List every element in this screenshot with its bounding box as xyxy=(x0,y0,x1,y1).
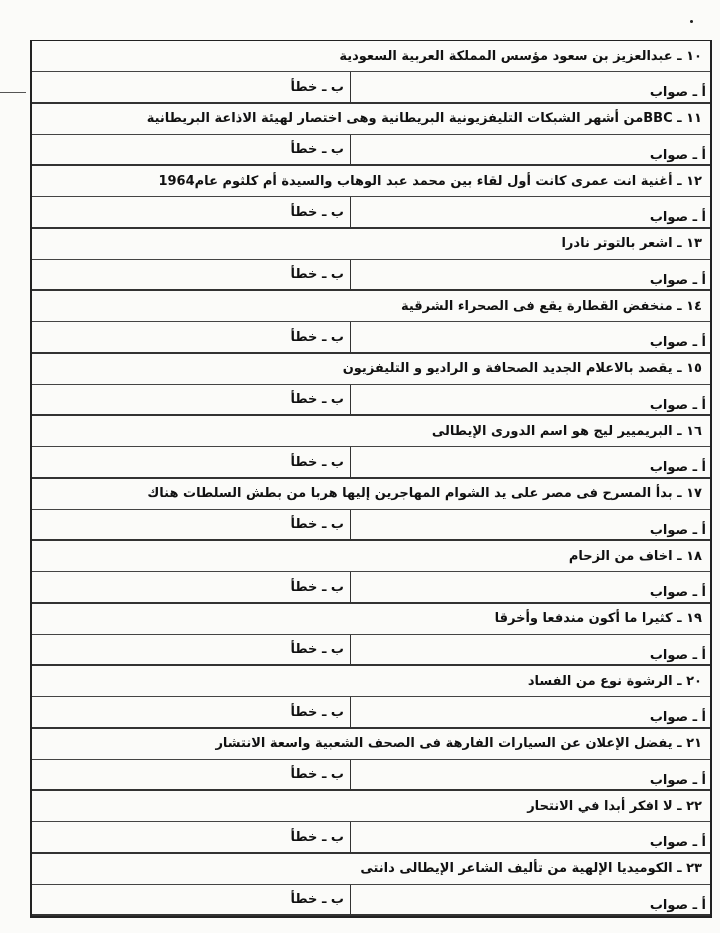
question-block xyxy=(32,104,710,167)
option-false[interactable] xyxy=(32,385,350,415)
question-block xyxy=(32,291,710,354)
answer-row xyxy=(32,635,710,665)
option-true-label: أ ـ صواب xyxy=(649,897,706,913)
question-block xyxy=(32,229,710,292)
option-false[interactable] xyxy=(32,322,350,352)
option-false-label: ب ـ خطأ xyxy=(290,579,344,595)
option-true-label: أ ـ صواب xyxy=(649,772,706,788)
option-false[interactable] xyxy=(32,260,350,290)
option-false[interactable] xyxy=(32,135,350,165)
answer-row xyxy=(32,385,710,415)
answer-row xyxy=(32,822,710,852)
question-block xyxy=(32,541,710,604)
option-true[interactable] xyxy=(350,572,710,602)
option-false-label: ب ـ خطأ xyxy=(290,454,344,470)
option-true[interactable] xyxy=(350,322,710,352)
question-text: ١٨ ـ اخاف من الزحام xyxy=(32,541,710,572)
option-true-label: أ ـ صواب xyxy=(649,460,706,475)
option-true[interactable] xyxy=(350,822,710,852)
question-text: ١٣ ـ اشعر بالتوتر نادرا xyxy=(32,229,710,260)
option-true[interactable] xyxy=(350,885,710,915)
option-true-label: أ ـ صواب xyxy=(649,147,706,163)
option-false-label: ب ـ خطأ xyxy=(290,392,344,407)
answer-row xyxy=(32,885,710,915)
answer-row xyxy=(32,697,710,727)
option-false[interactable] xyxy=(32,572,350,602)
option-true[interactable] xyxy=(350,197,710,227)
option-false[interactable] xyxy=(32,510,350,540)
answer-row xyxy=(32,72,710,102)
option-false[interactable] xyxy=(32,72,350,102)
option-true-label: أ ـ صواب xyxy=(649,272,706,288)
option-true[interactable] xyxy=(350,697,710,727)
option-true-label: أ ـ صواب xyxy=(649,522,706,538)
question-text: ٢١ ـ يفضل الإعلان عن السيارات الفارهة فى الصحف الشعبية واسعة الانتشار xyxy=(32,729,710,760)
answer-row xyxy=(32,760,710,790)
question-text: ١٢ ـ أغنية انت عمرى كانت أول لقاء بين محمد عبد الوهاب والسيدة أم كلثوم عام1964 xyxy=(32,166,710,197)
question-block xyxy=(32,354,710,417)
question-block xyxy=(32,479,710,542)
option-false[interactable] xyxy=(32,760,350,790)
option-true[interactable] xyxy=(350,760,710,790)
option-true-label: أ ـ صواب xyxy=(649,397,706,413)
question-text: ٢٢ ـ لا افكر أبدا في الانتحار xyxy=(32,791,710,822)
option-true-label: أ ـ صواب xyxy=(649,835,706,850)
option-true-label: أ ـ صواب xyxy=(649,647,706,663)
question-text: ١٠ ـ عبدالعزيز بن سعود مؤسس المملكة العربية السعودية xyxy=(32,41,710,72)
answer-row xyxy=(32,510,710,540)
option-true[interactable] xyxy=(350,635,710,665)
option-true[interactable] xyxy=(350,447,710,477)
option-true-label: أ ـ صواب xyxy=(649,335,706,350)
option-false[interactable] xyxy=(32,197,350,227)
option-false-label: ب ـ خطأ xyxy=(290,267,344,282)
option-false[interactable] xyxy=(32,635,350,665)
question-text: ١٦ ـ البريميير ليج هو اسم الدورى الإيطالى xyxy=(32,416,710,447)
option-true-label: أ ـ صواب xyxy=(649,710,706,725)
option-false-label: ب ـ خطأ xyxy=(290,829,344,845)
question-block xyxy=(32,854,710,917)
option-true-label: أ ـ صواب xyxy=(649,585,706,600)
option-true[interactable] xyxy=(350,510,710,540)
true-false-question-table xyxy=(30,40,712,918)
option-true-label: أ ـ صواب xyxy=(649,210,706,225)
option-false[interactable] xyxy=(32,822,350,852)
option-false-label: ب ـ خطأ xyxy=(290,767,344,782)
option-false-label: ب ـ خطأ xyxy=(290,704,344,720)
question-block xyxy=(32,666,710,729)
answer-row xyxy=(32,260,710,290)
scan-speck xyxy=(690,20,693,23)
question-text: ٢٣ ـ الكوميديا الإلهية من تأليف الشاعر الإيطالى دانتى xyxy=(32,854,710,885)
option-false-label: ب ـ خطأ xyxy=(290,329,344,345)
question-text: ١٤ ـ منخفض القطارة يقع فى الصحراء الشرقية xyxy=(32,291,710,322)
option-true-label: أ ـ صواب xyxy=(649,85,706,100)
option-false-label: ب ـ خطأ xyxy=(290,142,344,157)
question-block xyxy=(32,416,710,479)
answer-row xyxy=(32,197,710,227)
question-text: ١١ ـ BBCمن أشهر الشبكات التليفزيونية البريطانية وهى اختصار لهيئة الاذاعة البريطانية xyxy=(32,104,710,135)
question-block xyxy=(32,604,710,667)
question-block xyxy=(32,41,710,104)
option-false-label: ب ـ خطأ xyxy=(290,79,344,95)
question-text: ١٩ ـ كثيرا ما أكون مندفعا وأخرقا xyxy=(32,604,710,635)
option-false-label: ب ـ خطأ xyxy=(290,204,344,220)
question-text: ١٧ ـ بدأ المسرح فى مصر على يد الشوام المهاجرين إليها هربا من بطش السلطات هناك xyxy=(32,479,710,510)
question-block xyxy=(32,729,710,792)
option-true[interactable] xyxy=(350,260,710,290)
option-true[interactable] xyxy=(350,385,710,415)
option-false-label: ب ـ خطأ xyxy=(290,892,344,907)
question-text: ٢٠ ـ الرشوة نوع من الفساد xyxy=(32,666,710,697)
option-false-label: ب ـ خطأ xyxy=(290,642,344,657)
answer-row xyxy=(32,572,710,602)
answer-row xyxy=(32,447,710,477)
option-true[interactable] xyxy=(350,72,710,102)
answer-row xyxy=(32,322,710,352)
option-false[interactable] xyxy=(32,885,350,915)
option-false[interactable] xyxy=(32,447,350,477)
option-false-label: ب ـ خطأ xyxy=(290,517,344,532)
margin-mark xyxy=(0,92,26,93)
question-text: ١٥ ـ يقصد بالاعلام الجديد الصحافة و الراديو و التليفزيون xyxy=(32,354,710,385)
question-block xyxy=(32,791,710,854)
option-true[interactable] xyxy=(350,135,710,165)
option-false[interactable] xyxy=(32,697,350,727)
answer-row xyxy=(32,135,710,165)
question-block xyxy=(32,166,710,229)
